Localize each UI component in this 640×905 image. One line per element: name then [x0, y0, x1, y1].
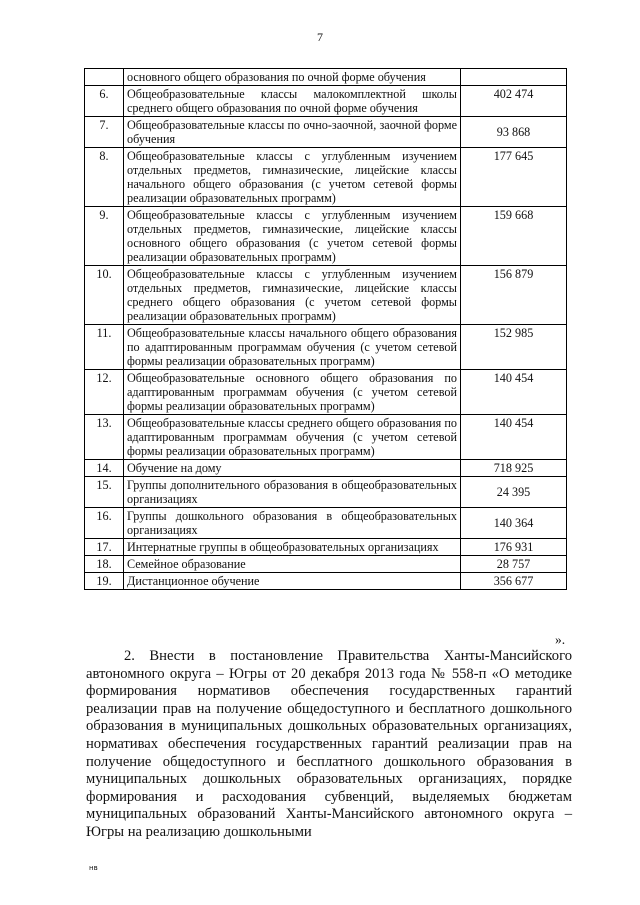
row-name: Дистанционное обучение [124, 573, 461, 590]
row-name: Группы дошкольного образования в общеобразовательных организациях [124, 508, 461, 539]
row-number: 16. [85, 508, 124, 539]
table-row [85, 69, 567, 86]
table-row [85, 573, 567, 590]
table-row [85, 86, 567, 117]
row-name: Группы дополнительного образования в общеобразовательных организациях [124, 477, 461, 508]
row-number: 12. [85, 370, 124, 415]
row-name: Общеобразовательные классы с углубленным изучением отдельных предметов, гимназические, лицейские классы начального общего образования (с учетом сетевой формы реализации образовательных программ) [124, 148, 461, 207]
row-number: 17. [85, 539, 124, 556]
row-number: 9. [85, 207, 124, 266]
row-name: Общеобразовательные основного общего образования по адаптированным программам обучения (с учетом сетевой формы реализации образовательных программ) [124, 370, 461, 415]
body-text [86, 648, 572, 842]
row-name: Общеобразовательные классы малокомплектной школы среднего общего образования по очной форме обучения [124, 86, 461, 117]
row-number: 18. [85, 556, 124, 573]
row-value: 140 364 [461, 508, 567, 539]
row-value: 177 645 [461, 148, 567, 207]
row-value: 159 668 [461, 207, 567, 266]
table-row [85, 325, 567, 370]
row-number: 11. [85, 325, 124, 370]
table-row [85, 266, 567, 325]
table-row [85, 117, 567, 148]
row-name: основного общего образования по очной форме обучения [124, 69, 461, 86]
page-number: 7 [317, 30, 323, 44]
table-body [85, 69, 567, 590]
row-name: Семейное образование [124, 556, 461, 573]
table-row [85, 508, 567, 539]
row-value: 176 931 [461, 539, 567, 556]
row-name: Общеобразовательные классы среднего общего образования по адаптированным программам обучения (с учетом сетевой формы реализации образовательных программ) [124, 415, 461, 460]
row-value: 152 985 [461, 325, 567, 370]
table-row [85, 460, 567, 477]
row-name: Интернатные группы в общеобразовательных организациях [124, 539, 461, 556]
row-number: 15. [85, 477, 124, 508]
row-name: Общеобразовательные классы с углубленным изучением отдельных предметов, гимназические, лицейские классы основного общего образования (с учетом сетевой формы реализации образовательных программ) [124, 207, 461, 266]
table-row [85, 207, 567, 266]
row-name: Обучение на дому [124, 460, 461, 477]
row-number: 6. [85, 86, 124, 117]
row-number: 19. [85, 573, 124, 590]
row-value [461, 69, 567, 86]
row-value: 140 454 [461, 415, 567, 460]
table-row [85, 539, 567, 556]
closing-quote: ». [555, 632, 566, 647]
paragraph-2: 2. Внести в постановление Правительства Ханты-Мансийского автономного округа – Югры от 20 декабря 2013 года № 558-п «О методике формирования нормативов обеспечения государственных гарантий реализации прав на получение общедоступного и бесплатного дошкольного образования в муниципальных дошкольных образовательных организациях, нормативах обеспечения государственных гарантий реализации прав на получение общедоступного и бесплатного дошкольного образования в муниципальных дошкольных образовательных организациях, порядке формирования и расходования субвенций, выделяемых бюджетам муниципальных образований Ханты-Мансийского автономного округа – Югры на реализацию дошкольными [86, 648, 572, 840]
table-row [85, 415, 567, 460]
table-row [85, 477, 567, 508]
row-value: 718 925 [461, 460, 567, 477]
row-value: 93 868 [461, 117, 567, 148]
table-row [85, 370, 567, 415]
footer-mark: нв [89, 864, 98, 872]
table-row [85, 148, 567, 207]
row-number [85, 69, 124, 86]
row-name: Общеобразовательные классы начального общего образования по адаптированным программам обучения (с учетом сетевой формы реализации образовательных программ) [124, 325, 461, 370]
row-value: 402 474 [461, 86, 567, 117]
row-number: 13. [85, 415, 124, 460]
row-value: 140 454 [461, 370, 567, 415]
row-number: 8. [85, 148, 124, 207]
row-number: 14. [85, 460, 124, 477]
row-number: 7. [85, 117, 124, 148]
row-value: 24 395 [461, 477, 567, 508]
normatives-table [84, 68, 567, 590]
table-row [85, 556, 567, 573]
row-name: Общеобразовательные классы с углубленным изучением отдельных предметов, гимназические, лицейские классы среднего общего образования (с учетом сетевой формы реализации образовательных программ) [124, 266, 461, 325]
row-number: 10. [85, 266, 124, 325]
row-name: Общеобразовательные классы по очно-заочной, заочной форме обучения [124, 117, 461, 148]
row-value: 156 879 [461, 266, 567, 325]
row-value: 356 677 [461, 573, 567, 590]
row-value: 28 757 [461, 556, 567, 573]
